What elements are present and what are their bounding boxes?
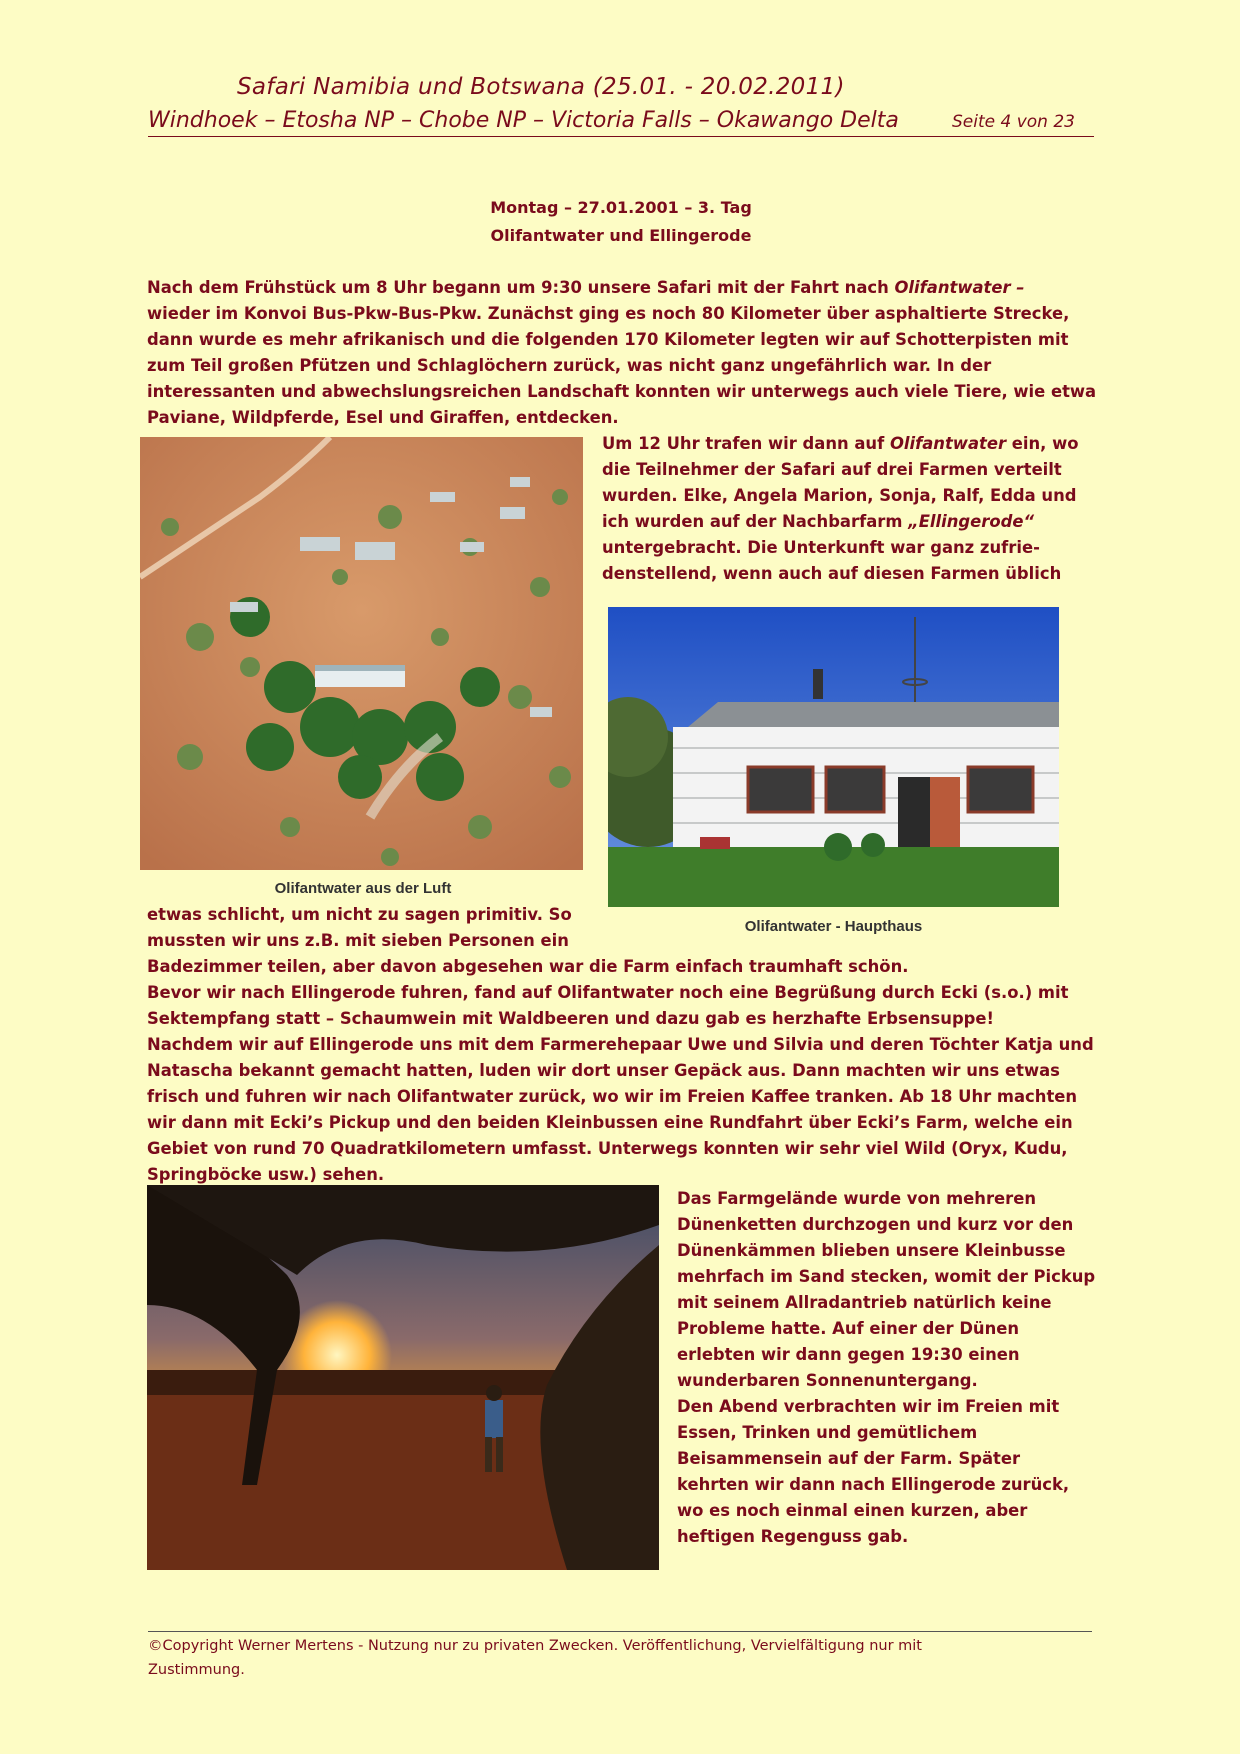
header-underline bbox=[148, 136, 1094, 137]
text-line: Dünenkämmen blieben unsere Kleinbusse bbox=[677, 1241, 1066, 1260]
paragraph-2-continued bbox=[147, 902, 1094, 1188]
text-line: wurden. Elke, Angela Marion, Sonja, Ralf, Edda und bbox=[602, 486, 1077, 505]
text-line: wieder im Konvoi Bus-Pkw-Bus-Pkw. Zunächst ging es noch 80 Kilometer über asphaltierte Strecke, bbox=[147, 304, 1070, 323]
text-line: Nachdem wir auf Ellingerode uns mit dem Farmerehepaar Uwe und Silvia und deren Töchter Katja und bbox=[147, 1035, 1094, 1054]
copyright-footer bbox=[148, 1634, 1092, 1682]
day-subtitle: Olifantwater und Ellingerode bbox=[490, 226, 752, 245]
text-line: Paviane, Wildpferde, Esel und Giraffen, entdecken. bbox=[147, 408, 619, 427]
paragraph-3 bbox=[677, 1186, 1095, 1550]
aerial-photo bbox=[140, 437, 583, 870]
text-line: frisch und fuhren wir nach Olifantwater zurück, wo wir im Freien Kaffee tranken. Ab 18 Uhr machten bbox=[147, 1087, 1078, 1106]
text-line: Springböcke usw.) sehen. bbox=[147, 1165, 385, 1184]
text-line: Nach dem Frühstück um 8 Uhr begann um 9:30 unsere Safari mit der Fahrt nach Olifantwater – bbox=[147, 278, 1025, 297]
text-line: zum Teil großen Pfützen und Schlaglöchern zurück, was nicht ganz ungefährlich war. In der bbox=[147, 356, 992, 375]
text-line: denstellend, wenn auch auf diesen Farmen üblich bbox=[602, 564, 1062, 583]
text-line: die Teilnehmer der Safari auf drei Farmen verteilt bbox=[602, 460, 1062, 479]
text-line: Bevor wir nach Ellingerode fuhren, fand auf Olifantwater noch eine Begrüßung durch Ecki (s.o.) mit bbox=[147, 983, 1069, 1002]
text-line: dann wurde es mehr afrikanisch und die folgenden 170 Kilometer legten wir auf Schotterpisten mit bbox=[147, 330, 1069, 349]
paragraph-1 bbox=[147, 275, 1096, 431]
text-line: wir dann mit Ecki’s Pickup und den beiden Kleinbussen eine Rundfahrt über Ecki’s Farm, welche ein bbox=[147, 1113, 1073, 1132]
paragraph-2 bbox=[602, 431, 1079, 587]
document-title: Safari Namibia und Botswana (25.01. - 20.02.2011) bbox=[237, 74, 845, 100]
text-line: Natascha bekannt gemacht hatten, luden wir dort unser Gepäck aus. Dann machten wir uns etwas bbox=[147, 1061, 1060, 1080]
text-line: kehrten wir dann nach Ellingerode zurück, bbox=[677, 1475, 1070, 1494]
text-line: mit seinem Allradantrieb natürlich keine bbox=[677, 1293, 1052, 1312]
text-line: heftigen Regenguss gab. bbox=[677, 1527, 909, 1546]
house-caption: Olifantwater - Haupthaus bbox=[744, 918, 923, 935]
text-line: Probleme hatte. Auf einer der Dünen bbox=[677, 1319, 1020, 1338]
sunset-photo bbox=[147, 1185, 659, 1570]
page-number: Seite 4 von 23 bbox=[952, 112, 1075, 132]
text-line: Den Abend verbrachten wir im Freien mit bbox=[677, 1397, 1060, 1416]
text-line: Sektempfang statt – Schaumwein mit Waldbeeren und dazu gab es herzhafte Erbsensuppe! bbox=[147, 1009, 995, 1028]
text-line: Badezimmer teilen, aber davon abgesehen war die Farm einfach traumhaft schön. bbox=[147, 957, 909, 976]
text-line: interessanten und abwechslungsreichen Landschaft konnten wir unterwegs auch viele Tiere, wie etwa bbox=[147, 382, 1097, 401]
text-line: untergebracht. Die Unterkunft war ganz zufrie- bbox=[602, 538, 1040, 557]
text-line: erlebten wir dann gegen 19:30 einen bbox=[677, 1345, 1020, 1364]
route-line: Windhoek – Etosha NP – Chobe NP – Victoria Falls – Okawango Delta bbox=[148, 108, 899, 133]
text-line: Gebiet von rund 70 Quadratkilometern umfasst. Unterwegs konnten wir sehr viel Wild (Oryx, Kudu, bbox=[147, 1139, 1068, 1158]
aerial-caption: Olifantwater aus der Luft bbox=[274, 880, 452, 897]
text-line: Das Farmgelände wurde von mehreren bbox=[677, 1189, 1037, 1208]
footer-rule bbox=[148, 1631, 1092, 1632]
text-line: etwas schlicht, um nicht zu sagen primitiv. So bbox=[147, 905, 572, 924]
house-photo bbox=[608, 607, 1059, 907]
day-title: Montag – 27.01.2001 – 3. Tag bbox=[490, 198, 752, 217]
text-line: Dünenketten durchzogen und kurz vor den bbox=[677, 1215, 1074, 1234]
text-line: Beisammensein auf der Farm. Später bbox=[677, 1449, 1021, 1468]
text-line: wunderbaren Sonnenuntergang. bbox=[677, 1371, 978, 1390]
footer-line: Zustimmung. bbox=[148, 1662, 245, 1678]
text-line: Um 12 Uhr trafen wir dann auf Olifantwater ein, wo bbox=[602, 434, 1079, 453]
text-line: mehrfach im Sand stecken, womit der Pickup bbox=[677, 1267, 1096, 1286]
text-line: ich wurden auf der Nachbarfarm „Ellingerode“ bbox=[602, 512, 1035, 531]
footer-line: ©Copyright Werner Mertens - Nutzung nur zu privaten Zwecken. Veröffentlichung, Vervielfältigung nur mit bbox=[148, 1638, 922, 1654]
text-line: wo es noch einmal einen kurzen, aber bbox=[677, 1501, 1028, 1520]
text-line: mussten wir uns z.B. mit sieben Personen ein bbox=[147, 931, 569, 950]
text-line: Essen, Trinken und gemütlichem bbox=[677, 1423, 978, 1442]
